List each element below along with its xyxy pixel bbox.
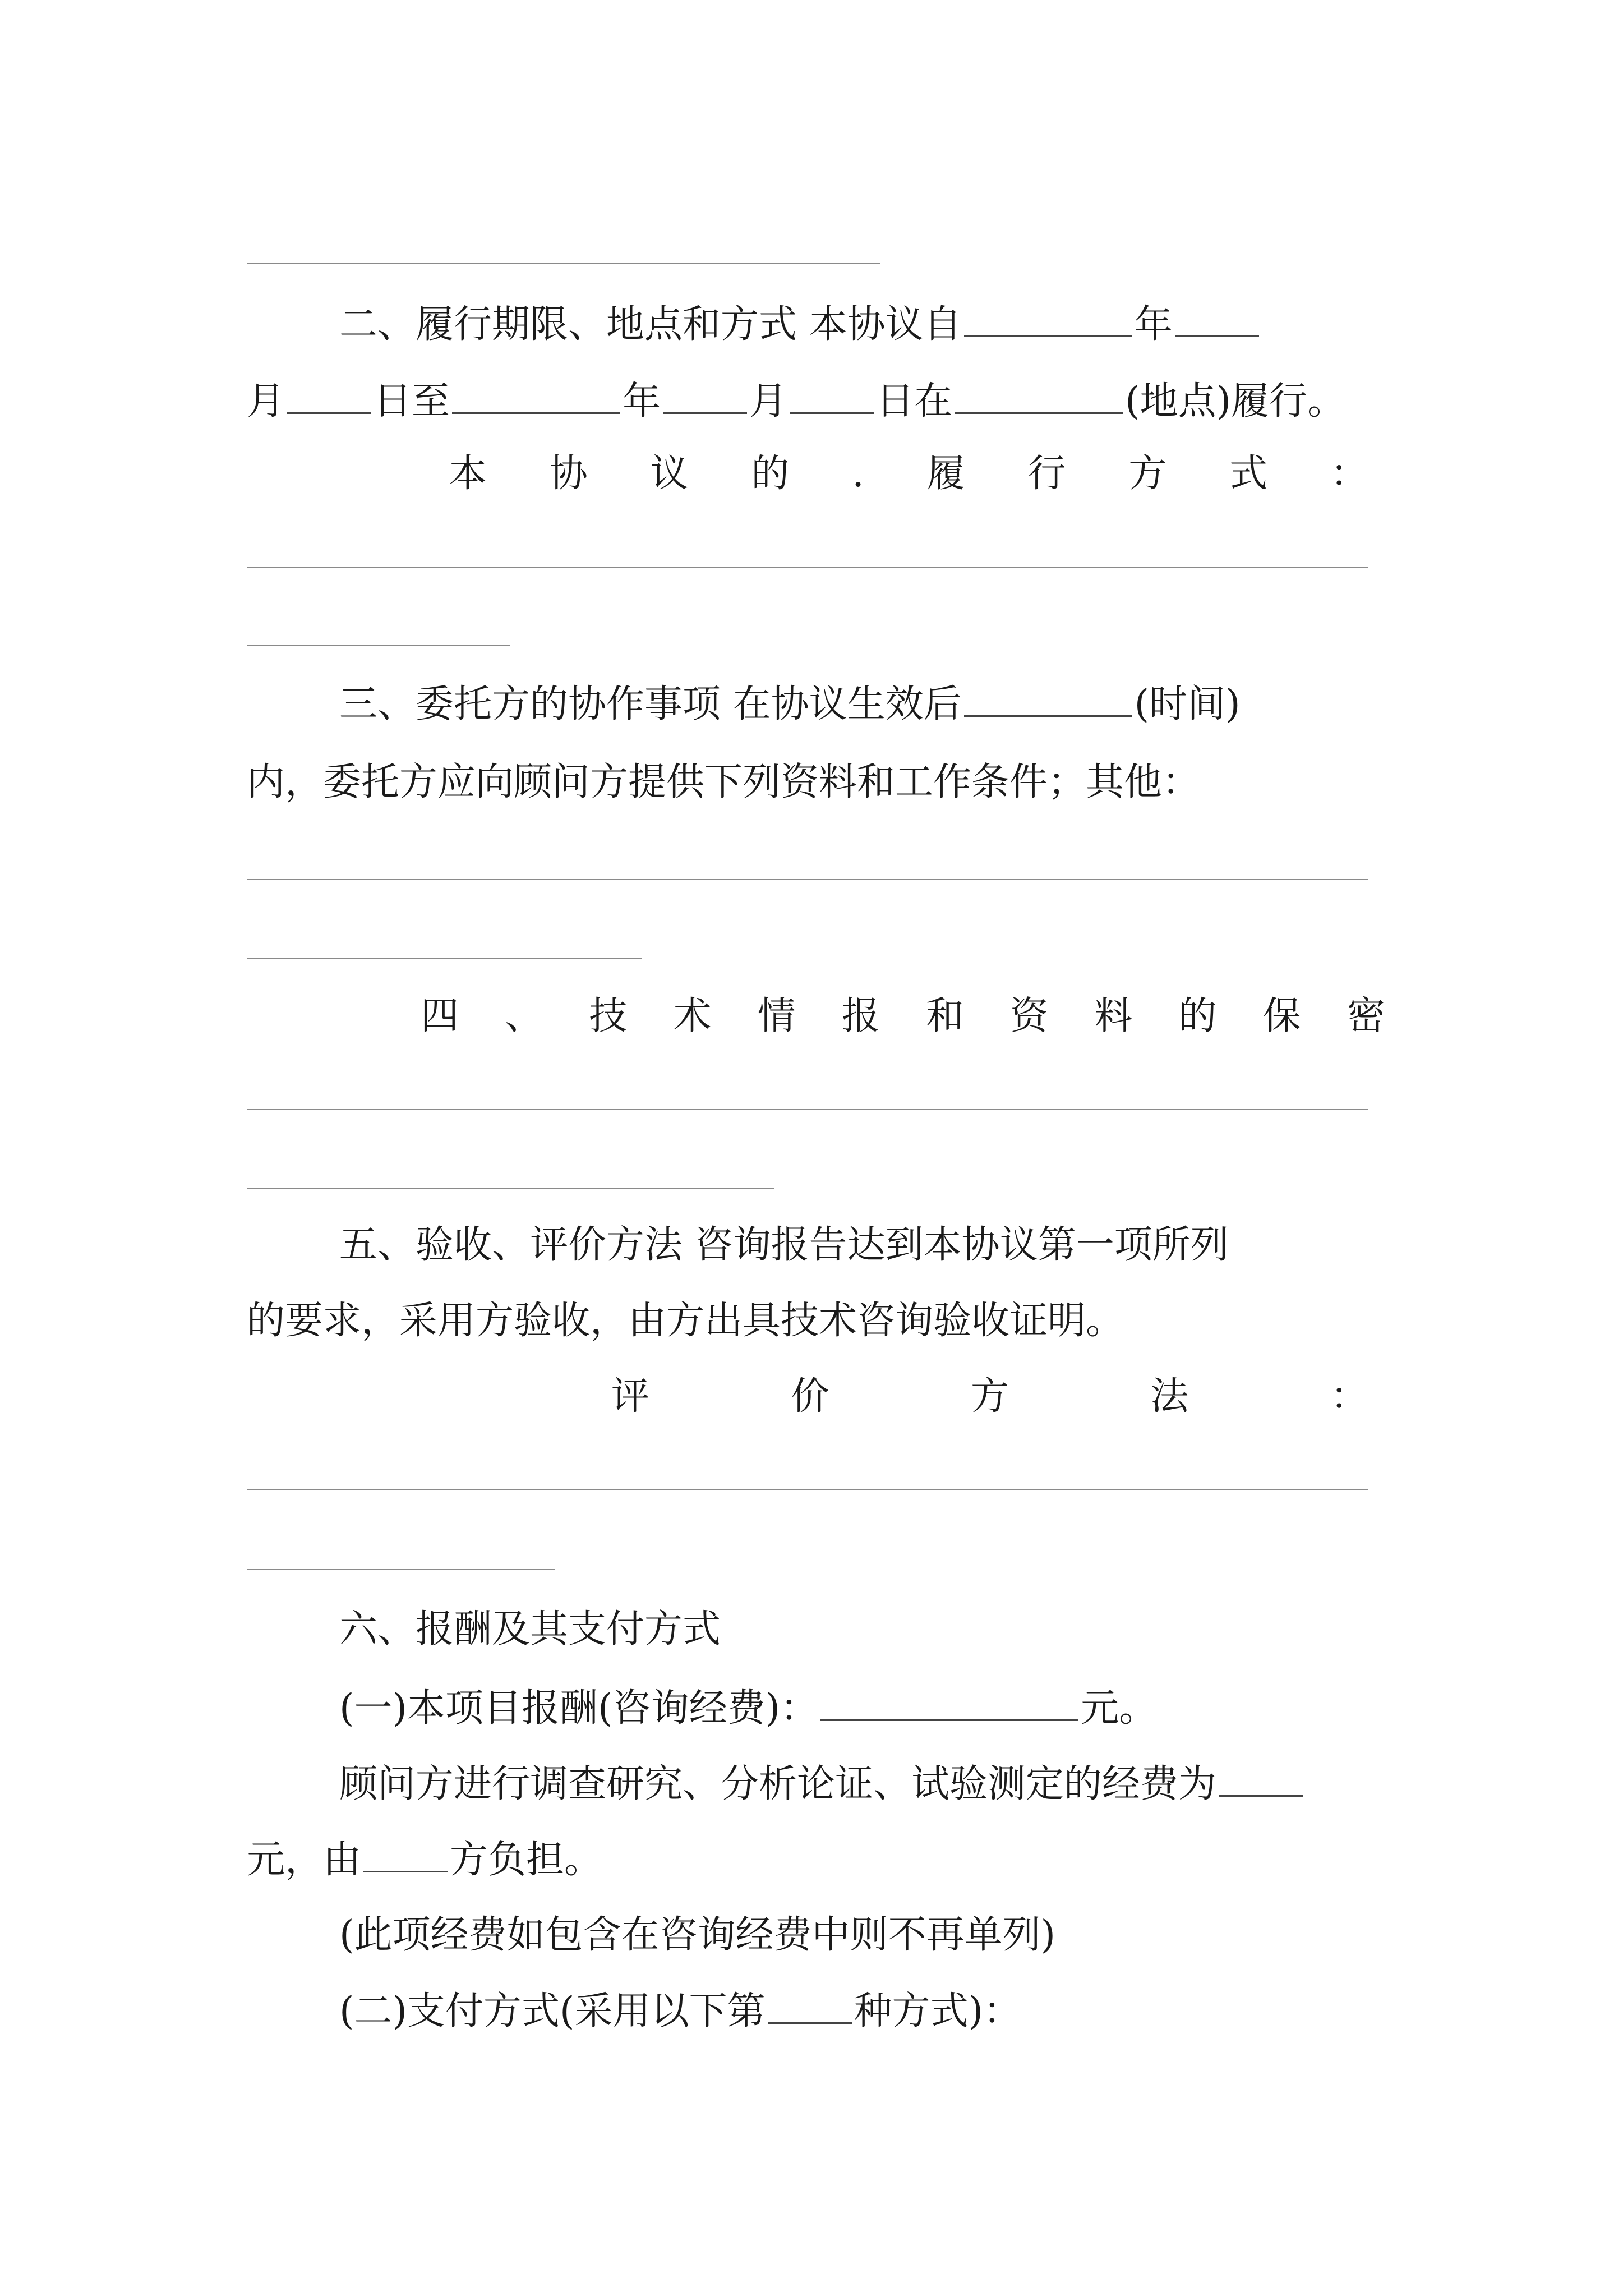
section-6-note: (此项经费如包含在咨询经费中则不再单列) (339, 1913, 1056, 1957)
section-2-line-2: 月 日至 年 月 日在 (地点)履行。 (247, 373, 1391, 430)
section-4-heading-line: 四 、 技 术 情 报 和 资 料 的 保 密 (421, 994, 1385, 1038)
blank-pay-option (768, 1983, 852, 2024)
fill-rule (247, 1569, 555, 1570)
blank-end-year (452, 373, 620, 414)
fill-rule (247, 958, 642, 959)
fill-rule (247, 1188, 774, 1189)
blank-fee (820, 1680, 1078, 1721)
section-2-text: 本协议自 (809, 302, 962, 347)
blank-end-month (663, 373, 747, 414)
fill-rule (247, 1489, 1368, 1490)
blank-start-year (964, 296, 1132, 337)
section-3-line-1: 三、委托方的协作事项 在协议生效后 (时间) (339, 676, 1394, 733)
section-6-research-line: 顾问方进行调查研究、分析论证、试验测定的经费为 (339, 1756, 1394, 1812)
fill-rule (247, 567, 1368, 568)
section-5-eval-line: 评 价 方 法 ： (611, 1374, 1368, 1419)
blank-research-fee (1219, 1756, 1303, 1797)
section-6-bearer-line: 元，由 方负担。 (247, 1832, 1391, 1888)
blank-party (363, 1832, 448, 1872)
section-3-heading: 三、委托方的协作事项 (339, 682, 721, 726)
section-5-line-2: 的要求，采用方验收，由方出具技术咨询验收证明。 (247, 1299, 1124, 1343)
section-6-fee-line: (一)本项目报酬(咨询经费)： 元。 (339, 1680, 1394, 1737)
section-2-heading: 二、履行期限、地点和方式 (339, 302, 797, 347)
blank-place (955, 373, 1123, 414)
section-3-line-2: 内，委托方应向顾问方提供下列资料和工作条件；其他： (247, 760, 1201, 804)
fill-rule (247, 263, 880, 264)
section-6-pay-line: (二)支付方式(采用以下第 种方式)： (339, 1983, 1394, 2040)
blank-end-day (790, 373, 874, 414)
section-5-heading: 五、验收、评价方法 (339, 1223, 683, 1267)
section-5-line-1: 五、验收、评价方法 咨询报告达到本协议第一项所列 (339, 1223, 1229, 1267)
section-6-heading: 六、报酬及其支付方式 (339, 1607, 721, 1651)
blank-time (964, 676, 1132, 717)
section-2-line-1: 二、履行期限、地点和方式 本协议自 年 (339, 296, 1394, 353)
fill-rule (247, 645, 510, 646)
blank-start-day (287, 373, 371, 414)
blank-start-month (1175, 296, 1259, 337)
fill-rule (247, 879, 1368, 880)
section-2-method-line: 本 协 议 的 . 履 行 方 式 ： (449, 452, 1368, 496)
fill-rule (247, 1109, 1368, 1110)
